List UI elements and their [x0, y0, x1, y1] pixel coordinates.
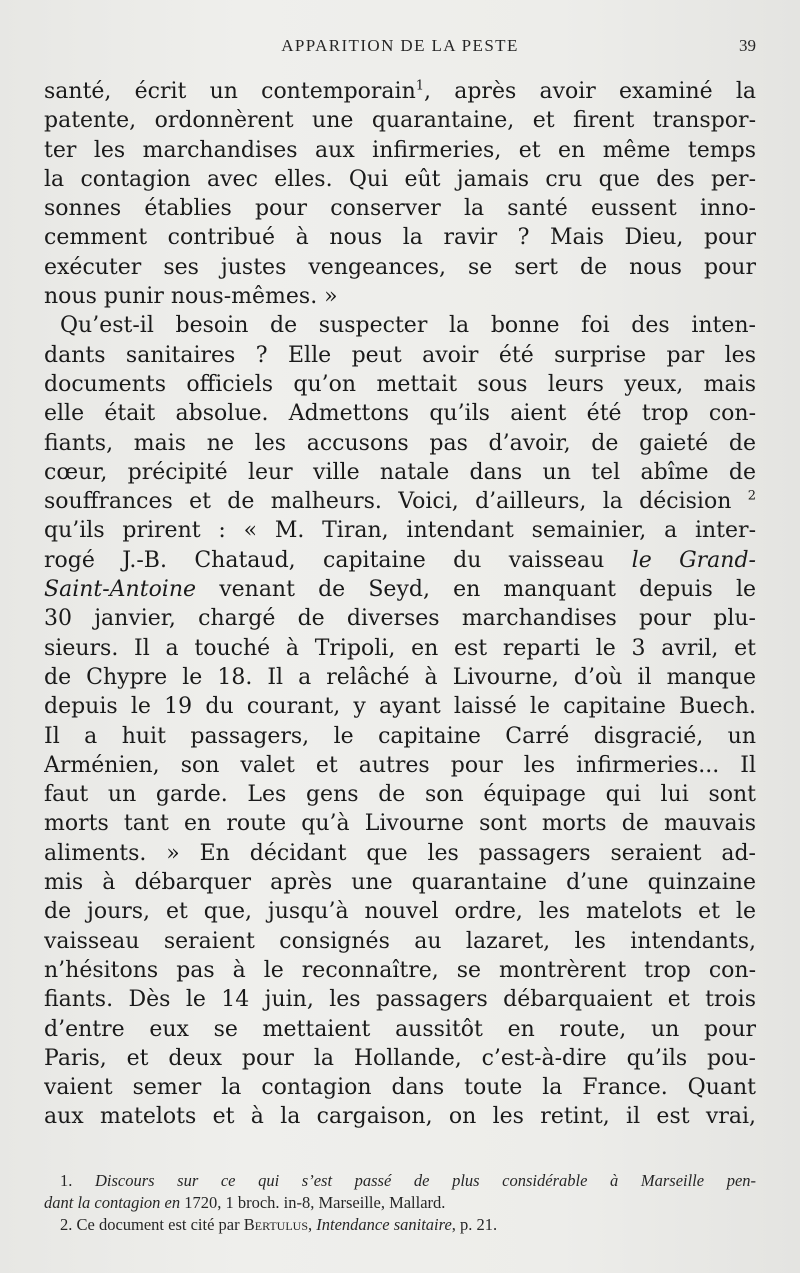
footnote-title: dant la contagion en	[44, 1193, 181, 1212]
text-line: Saint-Antoine venant de Seyd, en manquant depuis le	[44, 577, 756, 603]
text-line: exécuter ses justes vengeances, se sert de nous pour	[44, 254, 756, 280]
text-line: Il a huit passagers, le capitaine Carré disgracié, un	[44, 723, 756, 749]
text-line: cœur, précipité leur ville natale dans un tel abîme de	[44, 459, 756, 485]
text-line: la contagion avec elles. Qui eût jamais cru que des per-	[44, 166, 756, 192]
text-line: sonnes établies pour conserver la santé eussent inno-	[44, 196, 756, 222]
text-line: Paris, et deux pour la Hollande, c’est-à-dire qu’ils pou-	[44, 1045, 756, 1071]
footnote-work-title: Intendance sanitaire	[316, 1215, 452, 1234]
text-line: de jours, et que, jusqu’à nouvel ordre, les matelots et le	[44, 899, 756, 925]
text-line: elle était absolue. Admettons qu’ils aient été trop con-	[44, 401, 756, 427]
ship-name: le Grand-	[631, 547, 756, 573]
footnote-ref-2: 2	[747, 488, 756, 504]
text-line: documents officiels qu’on mettait sous leurs yeux, mais	[44, 371, 756, 397]
text-line: morts tant en route qu’à Livourne sont morts de mauvais	[44, 811, 756, 837]
footnote-1-continued: dant la contagion en 1720, 1 broch. in-8, Marseille, Mallard.	[44, 1193, 446, 1212]
footnotes	[44, 1170, 756, 1236]
ship-name: Saint-Antoine	[44, 577, 197, 603]
text-line: de Chypre le 18. Il a relâché à Livourne, d’où il manque	[44, 664, 756, 690]
body-text	[44, 77, 756, 1132]
text-line: nous punir nous-mêmes. »	[44, 284, 338, 310]
text-line: sieurs. Il a touché à Tripoli, en est reparti le 3 avril, et	[44, 635, 756, 661]
text-line: rogé J.-B. Chataud, capitaine du vaisseau le Grand-	[44, 547, 756, 573]
text-line: 30 janvier, chargé de diverses marchandises pour plu-	[44, 606, 756, 632]
text-line: cemment contribué à nous la ravir ? Mais Dieu, pour	[44, 225, 756, 251]
text-line: ter les marchandises aux infirmeries, et en même temps	[44, 137, 756, 163]
text-line: souffrances et de malheurs. Voici, d’ailleurs, la décision $^2$	[44, 488, 756, 515]
text-line: dants sanitaires ? Elle peut avoir été surprise par les	[44, 342, 756, 368]
text-line: patente, ordonnèrent une quarantaine, et firent transpor-	[44, 108, 756, 134]
footnote-number: 1.	[60, 1171, 73, 1190]
page-number: 39	[739, 36, 756, 55]
text-line: vaisseau seraient consignés au lazaret, les intendants,	[44, 928, 756, 954]
text-line: aux matelots et à la cargaison, on les retint, il est vrai,	[44, 1104, 756, 1130]
footnote-number: 2.	[60, 1215, 73, 1234]
footnote-title: Discours sur ce qui s’est passé de plus considérable à Marseille pen-	[94, 1171, 756, 1190]
text-line: n’hésitons pas à le reconnaître, se montrèrent trop con-	[44, 957, 756, 983]
text-line: Qu’est-il besoin de suspecter la bonne foi des inten-	[60, 313, 756, 339]
text-line: fiants, mais ne les accusons pas d’avoir, de gaieté de	[44, 430, 756, 456]
text-line: fiants. Dès le 14 juin, les passagers débarquaient et trois	[44, 987, 756, 1013]
footnote-ref-1: 1	[415, 78, 425, 94]
text-line: vaient semer la contagion dans toute la France. Quant	[44, 1075, 756, 1101]
text-line: mis à débarquer après une quarantaine d’une quinzaine	[44, 870, 756, 896]
text-line: d’entre eux se mettaient aussitôt en route, un pour	[44, 1016, 756, 1042]
footnote-author: Bertulus	[243, 1215, 309, 1234]
footnote-1	[44, 1170, 756, 1192]
running-title: APPARITION DE LA PESTE	[281, 36, 519, 55]
text-line: aliments. » En décidant que les passagers seraient ad-	[44, 840, 756, 866]
text-line: depuis le 19 du courant, y ayant laissé le capitaine Buech.	[44, 694, 756, 720]
running-head	[44, 36, 756, 58]
footnote-2: 2. Ce document est cité par Bertulus, Intendance sanitaire, p. 21.	[60, 1215, 498, 1234]
text-line: Arménien, son valet et autres pour les infirmeries... Il	[44, 752, 756, 778]
text-line: qu’ils prirent : « M. Tiran, intendant semainier, a inter-	[44, 518, 756, 544]
text-line: faut un garde. Les gens de son équipage qui lui sont	[44, 782, 756, 808]
text-line: santé, écrit un contemporain$^1$, après avoir examiné la	[44, 78, 756, 104]
